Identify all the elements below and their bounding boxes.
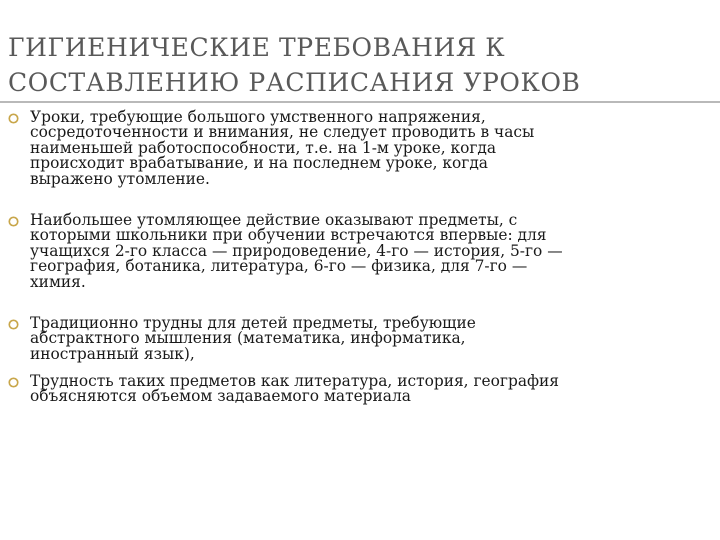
hollow-circle-icon [8,113,19,124]
bullet-text: Уроки, требующие большого умственного напряжения, сосредоточенности и внимания, не следует проводить в часы наименьшей работоспособности, т.е. на 1-м уроке, когда происходит врабатывание, и на последнем уроке, когда выражено утомление. [30,108,535,188]
bullet-list [8,110,568,405]
slide-title: ГИГИЕНИЧЕСКИЕ ТРЕБОВАНИЯ К СОСТАВЛЕНИЮ РАСПИСАНИЯ УРОКОВ [8,33,581,97]
bullet-text: Наибольшее утомляющее действие оказывают предметы, с которыми школьники при обучении встречаются впервые: для учащихся 2-го класса — природоведение, 4-го — история, 5-го — география, ботаника, литература, 6-го — физика, для 7-го — химия. [30,211,563,291]
bullet-item [8,316,568,374]
hollow-circle-icon [8,216,19,227]
title-divider [0,101,720,103]
bullet-item [8,213,568,316]
bullet-item [8,374,568,405]
hollow-circle-icon [8,377,19,388]
bullet-text: Трудность таких предметов как литература, история, география объясняются объемом задаваемого материала [30,372,560,406]
bullet-item [8,110,568,213]
hollow-circle-icon [8,319,19,330]
bullet-text: Традиционно трудны для детей предметы, требующие абстрактного мышления (математика, информатика, иностранный язык), [30,314,476,363]
